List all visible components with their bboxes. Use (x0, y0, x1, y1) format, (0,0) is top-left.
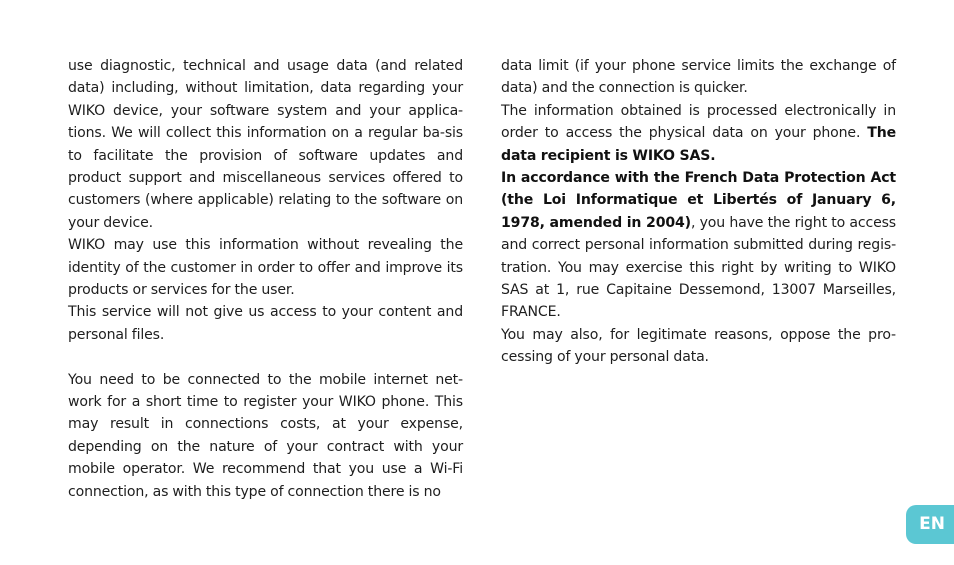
paragraph-spacer (68, 346, 463, 368)
paragraph-content-access: This service will not give us access to your content and personal files. (68, 304, 463, 343)
data-recipient-text: The data recipient is WIKO SAS. (501, 125, 896, 164)
paragraph-processing (501, 100, 896, 167)
paragraph-identity: WIKO may use this information without revealing the identity of the customer in order to offer and improve its products or services for the user. (68, 237, 463, 299)
right-text-column (501, 55, 896, 369)
language-tab: EN (906, 505, 954, 544)
processing-text: The information obtained is processed electronically in order to access the physical data on your phone. (501, 102, 896, 142)
data-protection-act-text: In accordance with the French Data Protection Act (the Loi Informatique et Libertés of January 6, 1978, amended in 2004) (501, 170, 896, 231)
paragraph-usage-data: use diagnostic, technical and usage data (and related data) including, without limitation, data regarding your WIKO device, your software system and your applica-tions. We will collect this information on a regular ba-sis to facilitate the provision of software updates and product support and miscellaneous services offered to customers (where applicable) relating to the software on your device. (68, 58, 463, 231)
paragraph-connection: You need to be connected to the mobile internet net-work for a short time to register your WIKO phone. This may result in connections costs, at your expense, depending on the nature of your contract with your mobile operator. We recommend that you use a Wi-Fi connection, as with this type of connection there is no (68, 371, 463, 500)
access-rights-text: , you have the right to access and correct personal information submitted during regis-tration. You may exercise this right by writing to WIKO SAS at 1, rue Capitaine Dessemond, 13007 Marseilles, FRANCE. (501, 214, 896, 321)
paragraph-data-limit: data limit (if your phone service limits the exchange of data) and the connection is quicker. (501, 58, 896, 97)
paragraph-data-protection (501, 167, 896, 324)
left-text-column (68, 55, 463, 503)
paragraph-oppose: You may also, for legitimate reasons, oppose the pro-cessing of your personal data. (501, 326, 896, 366)
